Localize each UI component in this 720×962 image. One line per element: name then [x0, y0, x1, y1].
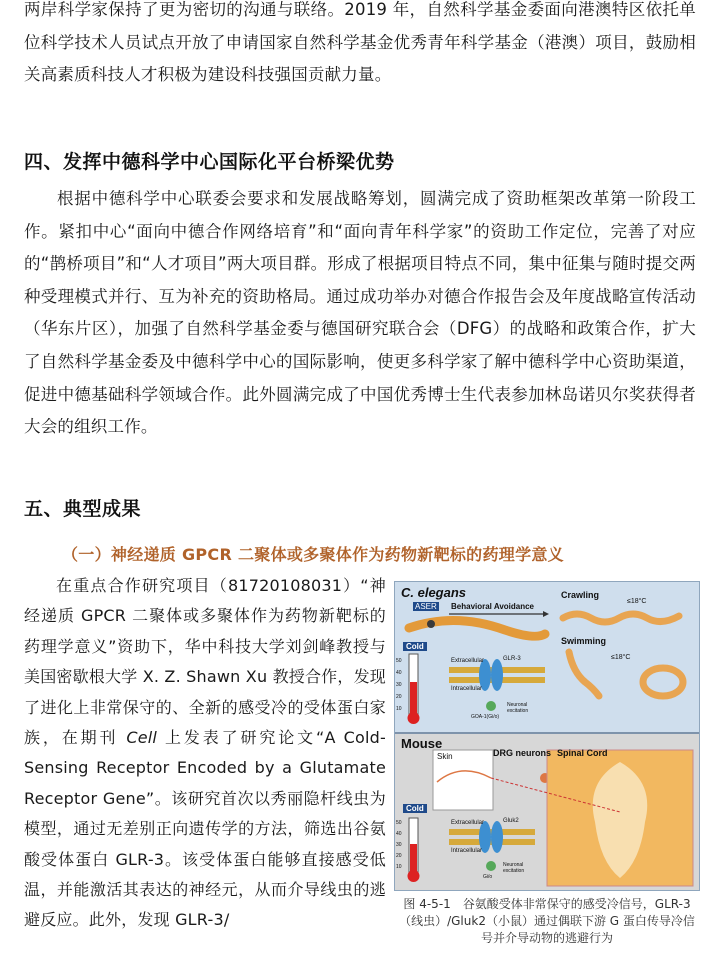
therm-tick-bottom-2: 30: [396, 842, 402, 848]
swimming-worm-2: [643, 668, 683, 696]
intracellular-label-bottom: Intracellular: [451, 848, 483, 854]
body-text-after: 上发表了研究论文“A Cold-Sensing Receptor Encoded by a Glutamate Receptor Gene”。该研究首次以秀丽隐杆线虫为模型，通过无差别正向遗传学的方法，筛选出谷氨酸受体蛋白 GLR-3。该受体蛋白能够直接感受低温，并能激活其表达的神经元，从而介导线虫的逃避反应。此外，发现 GLR-3/: [24, 728, 386, 930]
crawling-label: Crawling: [561, 590, 600, 600]
therm-tick-top-1: 40: [396, 670, 402, 676]
therm-tick-bottom-3: 20: [396, 853, 402, 859]
figure-cold-receptor: [394, 581, 700, 891]
worm-title: C. elegans: [401, 585, 467, 600]
goa-protein: [486, 701, 496, 711]
therm-tick-bottom-1: 40: [396, 831, 402, 837]
swimming-label: Swimming: [561, 636, 607, 646]
therm-tick-top-2: 30: [396, 682, 402, 688]
drg-label: DRG neurons: [493, 748, 552, 758]
glr3-channel-b: [491, 659, 503, 691]
mouse-title: Mouse: [401, 736, 443, 751]
temp-label-2: ≤18°C: [611, 654, 631, 661]
neuronal-label-bottom: Neuronal excitation: [503, 862, 525, 874]
cold-label-top: Cold: [403, 642, 427, 651]
body-text-before: 在重点合作研究项目（81720108031）“神经递质 GPCR 二聚体或多聚体作为药物新靶标的药理学意义”资助下，华中科技大学刘剑峰教授与美国密歇根大学 X. Z. Shawn Xu 教授合作，发现了进化上非常保守的、全新的感受冷的受体蛋白家族，在期刊: [24, 576, 386, 748]
skin-label: Skin: [437, 752, 453, 761]
cold-label-bottom: Cold: [403, 804, 427, 813]
aser-label: ASER: [415, 602, 437, 611]
thermometer-bottom-level: [410, 844, 417, 874]
gluk2-label: Gluk2: [503, 818, 519, 824]
spinal-label: Spinal Cord: [557, 748, 608, 758]
therm-tick-bottom-4: 10: [396, 864, 402, 870]
section-5-body: [24, 571, 386, 936]
temp-label-1: ≤18°C: [627, 598, 647, 605]
glr3-label: GLR-3: [503, 656, 521, 662]
swimming-worm-1: [569, 652, 599, 696]
gio-protein: [486, 861, 496, 871]
thermometer-top-bulb: [408, 712, 420, 724]
figure-caption: 图 4-5-1 谷氨酸受体非常保守的感受冷信号，GLR-3（线虫）/Gluk2（小鼠）通过偶联下游 G 蛋白传导冷信号并介导动物的逃避行为: [399, 897, 695, 945]
aser-neuron: [427, 620, 435, 628]
intro-paragraph: 两岸科学家保持了更为密切的沟通与联络。2019 年，自然科学基金委面向港澳特区依托单位科学技术人员试点开放了申请国家自然科学基金优秀青年科学基金（港澳）项目，鼓励相关高素质科技人才积极为建设科技强国贡献力量。: [24, 0, 696, 85]
gio-label: Gi/o: [483, 874, 493, 880]
gluk2-channel-b: [491, 821, 503, 853]
crawling-worm: [563, 614, 679, 622]
neuronal-label-top: Neuronal excitation: [507, 702, 529, 714]
behavior-label: Behavioral Avoidance: [451, 602, 534, 611]
journal-name: Cell: [126, 728, 158, 748]
therm-tick-top-0: 50: [396, 658, 402, 664]
therm-tick-top-3: 20: [396, 694, 402, 700]
section-4-heading: 四、发挥中德科学中心国际化平台桥梁优势: [24, 151, 395, 173]
intracellular-label-top: Intracellular: [451, 686, 483, 692]
therm-tick-bottom-0: 50: [396, 820, 402, 826]
section-5-heading: 五、典型成果: [24, 498, 142, 520]
goa-label: GOA-1(Gi/o): [471, 714, 500, 720]
thermometer-bottom-bulb: [408, 870, 420, 882]
extracellular-label-bottom: Extracellular: [451, 820, 485, 826]
section-5-subheading: （一）神经递质 GPCR 二聚体或多聚体作为药物新靶标的药理学意义: [62, 545, 564, 564]
arrow-head: [543, 611, 549, 617]
section-4-body: 根据中德科学中心联委会要求和发展战略筹划，圆满完成了资助框架改革第一阶段工作。紧扣中心“面向中德合作网络培育”和“面向青年科学家”的资助工作定位，完善了对应的“鹊桥项目”和“人才项目”两大项目群。形成了根据项目特点不同，集中征集与随时提交两种受理模式并行、互为补充的资助格局。通过成功举办对德合作报告会及年度战略宣传活动（华东片区），加强了自然科学基金委与德国研究联合会（DFG）的战略和政策合作，扩大了自然科学基金委及中德科学中心的国际影响，使更多科学家了解中德科学中心资助渠道，促进中德基础科学领域合作。此外圆满完成了中国优秀博士生代表参加林岛诺贝尔奖获得者大会的组织工作。: [24, 189, 696, 437]
extracellular-label-top: Extracellular: [451, 658, 485, 664]
thermometer-top-level: [410, 682, 417, 716]
therm-tick-top-4: 10: [396, 706, 402, 712]
